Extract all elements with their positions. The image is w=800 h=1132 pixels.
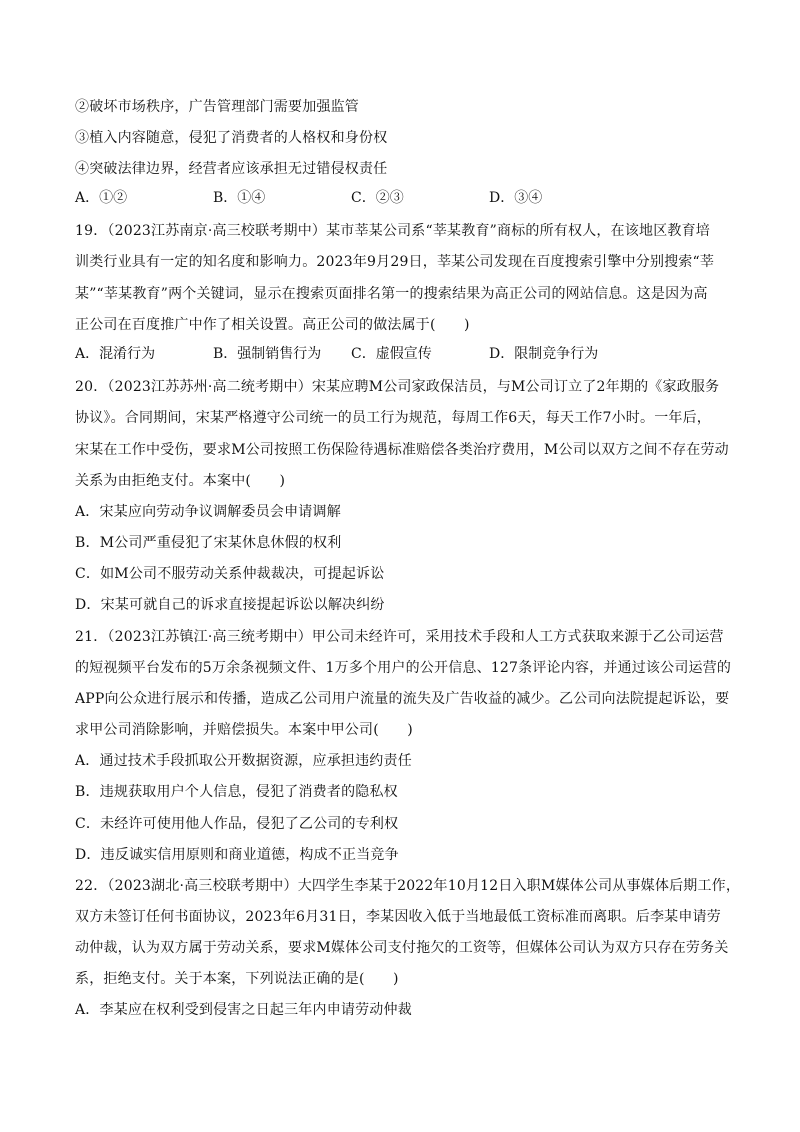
q18-option-3: ③植入内容随意，侵犯了消费者的人格权和身份权 (75, 130, 388, 146)
q22-stem-line-4: 系，拒绝支付。关于本案，下列说法正确的是( ) (75, 971, 399, 987)
q22-option-a: A．李某应在权利受到侵害之日起三年内申请劳动仲裁 (75, 1002, 412, 1018)
q21-option-a: A．通过技术手段抓取公开数据资源，应承担违约责任 (75, 753, 412, 769)
q19-stem-line-4: 正公司在百度推广中作了相关设置。高正公司的做法属于( ) (75, 317, 470, 333)
q20-stem-line-2: 协议》。合同期间，宋某严格遵守公司统一的员工行为规范，每周工作6天，每天工作7小时。一年后， (75, 410, 712, 426)
q20-stem-line-1: 20．（2023江苏苏州·高二统考期中）宋某应聘M公司家政保洁员，与M公司订立了2年期的《家政服务 (75, 379, 720, 395)
q21-stem-line-3: APP向公众进行展示和传播，造成乙公司用户流量的流失及广告收益的减少。乙公司向法院提起诉讼，要 (75, 691, 730, 707)
q21-stem-line-2: 的短视频平台发布的5万余条视频文件、1万多个用户的公开信息、127条评论内容，并通过该公司运营的 (75, 660, 732, 676)
q20-option-a: A．宋某应向劳动争议调解委员会申请调解 (75, 504, 341, 520)
q21-option-d: D．违反诚实信用原则和商业道德，构成不正当竞争 (75, 847, 399, 863)
q21-option-b: B．违规获取用户个人信息，侵犯了消费者的隐私权 (75, 784, 398, 800)
q19-stem-line-3: 某”“莘某教育”两个关键词，显示在搜索页面排名第一的搜索结果为高正公司的网站信息。这是因为高 (75, 286, 708, 302)
q20-option-d: D．宋某可就自己的诉求直接提起诉讼以解决纠纷 (75, 597, 385, 613)
q19-stem-line-1: 19．（2023江苏南京·高三校联考期中）某市莘某公司系“莘某教育”商标的所有权人，在该地区教育培 (75, 223, 711, 239)
q18-option-4: ④突破法律边界，经营者应该承担无过错侵权责任 (75, 161, 388, 177)
q19-stem-line-2: 训类行业具有一定的知名度和影响力。2023年9月29日，莘某公司发现在百度搜索引擎中分别搜索“莘 (75, 254, 715, 270)
q20-stem-line-3: 宋某在工作中受伤，要求M公司按照工伤保险待遇标准赔偿各类治疗费用，M公司以双方之间不存在劳动 (75, 442, 729, 458)
q22-stem-line-1: 22．（2023湖北·高三校联考期中）大四学生李某于2022年10月12日入职M媒体公司从事媒体后期工作， (75, 878, 741, 894)
q21-option-c: C．未经许可使用他人作品，侵犯了乙公司的专利权 (75, 816, 399, 832)
q22-stem-line-3: 动仲裁，认为双方属于劳动关系，要求M媒体公司支付拖欠的工资等，但媒体公司认为双方只存在劳务关 (75, 940, 729, 956)
q20-option-c: C．如M公司不服劳动关系仲裁裁决，可提起诉讼 (75, 566, 385, 582)
q18-choice-c: C．②③ (351, 190, 404, 206)
q20-stem-line-4: 关系为由拒绝支付。本案中( ) (75, 473, 286, 489)
q18-choice-a: A．①② (75, 190, 128, 206)
q22-stem-line-2: 双方未签订任何书面协议，2023年6月31日，李某因收入低于当地最低工资标准而离职。后李某申请劳 (75, 909, 721, 925)
q19-choice-b: B．强制销售行为 (213, 346, 322, 362)
q21-stem-line-4: 求甲公司消除影响，并赔偿损失。本案中甲公司( ) (75, 722, 413, 738)
q21-stem-line-1: 21．（2023江苏镇江·高三统考期中）甲公司未经许可，采用技术手段和人工方式获取来源于乙公司运营 (75, 629, 724, 645)
q18-choice-d: D．③④ (489, 190, 543, 206)
q20-option-b: B．M公司严重侵犯了宋某休息休假的权利 (75, 535, 342, 551)
q18-option-2: ②破坏市场秩序，广告管理部门需要加强监管 (75, 99, 359, 115)
q19-choice-c: C．虚假宣传 (351, 346, 432, 362)
q18-choice-b: B．①④ (213, 190, 266, 206)
q19-choice-d: D．限制竞争行为 (489, 346, 599, 362)
q19-choice-a: A．混淆行为 (75, 346, 156, 362)
